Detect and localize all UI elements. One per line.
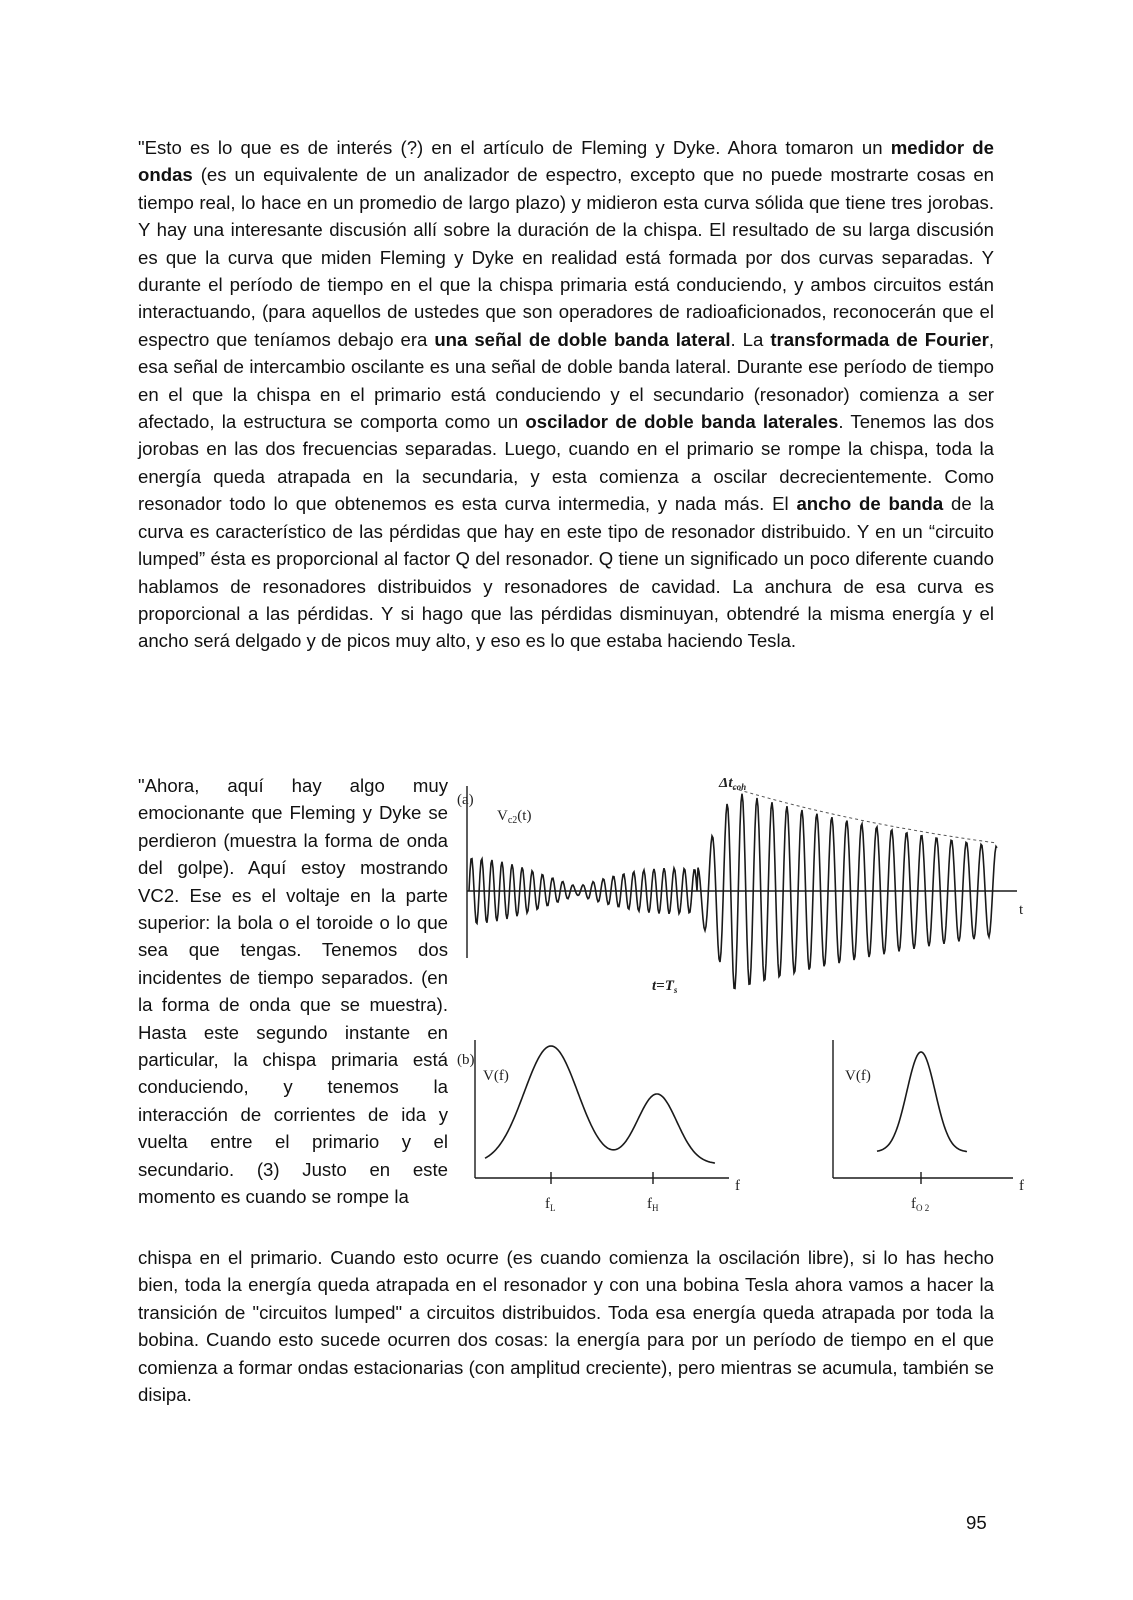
panel-a-label: (a) — [457, 792, 474, 808]
panel-b-left-x-label: f — [735, 1178, 740, 1194]
paragraph-2-intro: "Ahora, aquí hay algo muy emocionante que Fleming y Dyke se perdieron (muestra la forma de onda del golpe). Aquí estoy mostrando VC2. Ese es el voltaje en la parte superior: la bola o el toroide o lo que sea que tengas. Tenemos dos incidentes de tiempo separados. (en la forma de onda que se muestra). Hasta este segundo instante en particular, la chispa primaria está conduciendo, y tenemos la interacción de corrientes de ida y vuelta entre el primario y el secundario. (3) Justo en este momento es cuando se rompe la — [138, 775, 448, 1208]
paragraph-2-continued: chispa en el primario. Cuando esto ocurre (es cuando comienza la oscilación libre), si lo has hecho bien, toda la energía queda atrapada en el resonador y con una bobina Tesla ahora vamos a hacer la transición de "circuitos lumped" a circuitos distribuidos. Toda esa energía queda atrapada por toda la bobina. Cuando esto sucede ocurren dos cosas: la energía para por un período de tiempo en el que comienza a formar ondas estacionarias (con amplitud creciente), pero mientras se acumula, también se disipa. — [138, 1247, 994, 1406]
panel-b-left-y-label: V(f) — [483, 1068, 509, 1084]
text-run: , esa señal de intercambio oscilante es una señal de doble banda lateral. Durante ese período de tiempo en el que la chispa en el primario está conduciendo y el secundario (resonador) comienza a ser afectado, la estructura se comporta como un — [138, 328, 994, 433]
tick-fl-label: $f_L$ — [545, 1196, 556, 1213]
tick-fo2-label: $f_{O 2}$ — [911, 1196, 930, 1213]
resonator-spectrum — [877, 1052, 967, 1152]
bold-term: oscilador de doble banda laterales — [525, 411, 839, 433]
text-run: . La — [730, 328, 771, 350]
panel-b-right-y-label: V(f) — [845, 1068, 871, 1084]
text-run: . Tenemos las dos jorobas en las dos frecuencias separadas. Luego, cuando en el primario se rompe la chispa, toda la energía queda atrapada en la secundaria, y esta comienza a oscilar decrecientemente. Como resonador todo lo que obtenemos es esta curva intermedia, y nada más. El — [138, 411, 994, 515]
text-run: de la curva es característico de las pérdidas que hay en este tipo de resonador distribuido. Y en un “circuito lumped” ésta es proporcional al factor Q del resonador. Q tiene un significado un poco diferente cuando hablamos de resonadores distribuidos y resonadores de cavidad. La anchura de esa curva es proporcional a las pérdidas. Y si hago que las pérdidas disminuyan, obtendré la misma energía y el ancho será delgado y de picos muy alto, y eso es lo que estaba haciendo Tesla. — [138, 493, 994, 652]
paragraph-1 — [138, 134, 994, 655]
panel-b-right-x-label: f — [1019, 1178, 1024, 1194]
bold-term: ancho de banda — [796, 493, 944, 515]
panel-b-label: (b) — [457, 1052, 475, 1068]
panel-a-y-label: $V_{c2}(t)$ — [497, 808, 532, 826]
text-run: (es un equivalente de un analizador de espectro, excepto que no puede mostrarte cosas en tiempo real, lo hace en un promedio de largo plazo) y midieron esta curva sólida que tiene tres jorobas. Y hay una interesante discusión allí sobre la duración de la chispa. El resultado de su larga discusión es que la curva que miden Fleming y Dyke en realidad está formada por dos curvas separadas. Y durante el período de tiempo en el que la chispa primaria está conduciendo, y ambos circuitos están interactuando, (para aquellos de ustedes que son operadores de radioaficionados, reconocerán que el espectro que teníamos debajo era — [138, 164, 994, 350]
text-run: "Esto es lo que es de interés (?) en el artículo de Fleming y Dyke. Ahora tomaron un — [138, 137, 891, 158]
double-sideband-spectrum — [485, 1046, 715, 1163]
page-number: 95 — [966, 1512, 987, 1533]
panel-a-x-label: t — [1019, 902, 1024, 918]
marker-ts-label: $t=T_s$ — [652, 978, 678, 995]
tick-fh-label: $f_H$ — [647, 1196, 659, 1213]
waveform-figure — [457, 778, 1050, 1240]
bold-term: medidor de ondas — [138, 137, 995, 186]
bold-term: una señal de doble banda lateral — [434, 328, 731, 350]
bold-term: transformada de Fourier — [770, 328, 989, 350]
waveform-svg — [457, 778, 1050, 1240]
delta-coh-label: $\Delta t_{coh}$ — [719, 778, 747, 792]
